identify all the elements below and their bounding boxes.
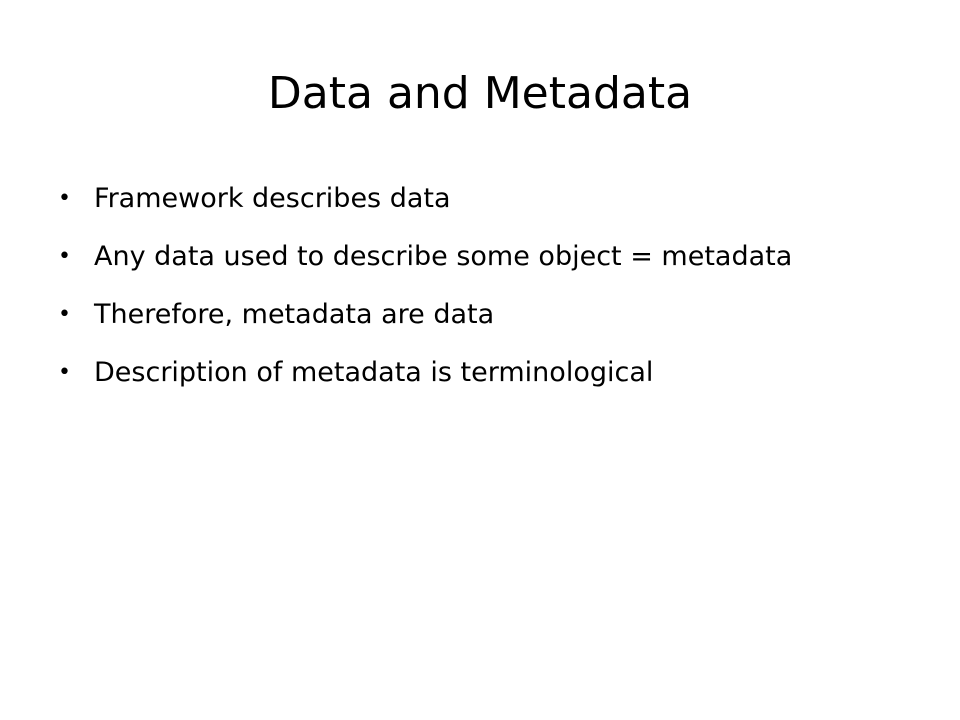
bullet-list: [58, 176, 898, 408]
list-item: [58, 176, 898, 221]
bullet-text: Any data used to describe some object = metadata: [94, 241, 793, 272]
bullet-text: Therefore, metadata are data: [94, 299, 495, 330]
bullet-text: Framework describes data: [94, 183, 451, 214]
bullet-text: Description of metadata is terminological: [94, 357, 654, 388]
bullet-icon: •: [58, 302, 71, 327]
bullet-icon: •: [58, 360, 71, 385]
list-item: [58, 350, 898, 395]
bullet-icon: •: [58, 186, 71, 211]
slide-title: Data and Metadata: [267, 68, 693, 119]
bullet-icon: •: [58, 244, 71, 269]
list-item: [58, 234, 898, 279]
list-item: [58, 292, 898, 337]
